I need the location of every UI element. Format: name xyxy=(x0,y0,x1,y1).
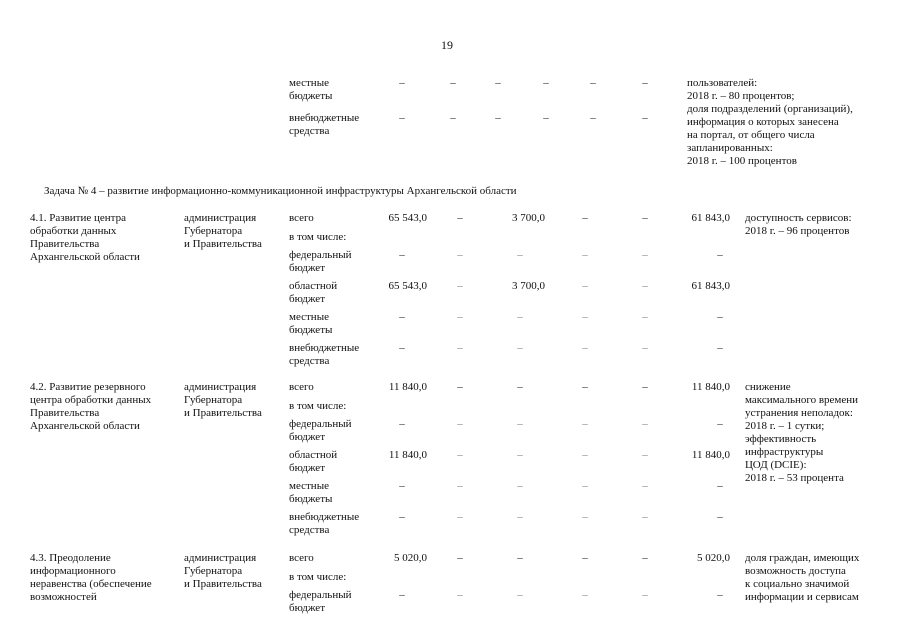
activity-name: 4.2. Развитие резервного xyxy=(30,381,146,393)
budget-value-cell: – xyxy=(582,552,588,564)
budget-value-cell: – xyxy=(717,249,723,261)
budget-value-cell: – xyxy=(582,342,588,354)
budget-value-cell: – xyxy=(582,249,588,261)
budget-value-cell: – xyxy=(582,589,588,601)
budget-value-cell: – xyxy=(717,311,723,323)
funding-source-label: в том числе: xyxy=(289,231,347,243)
funding-source-label: всего xyxy=(289,381,314,393)
target-indicator-text: доля граждан, имеющих xyxy=(745,552,860,564)
budget-value-cell: – xyxy=(642,311,648,323)
activity-name: Архангельской области xyxy=(30,420,140,432)
budget-value-cell: – xyxy=(495,112,501,124)
funding-source-label: бюджет xyxy=(289,462,325,474)
budget-value-cell: – xyxy=(642,449,648,461)
budget-value-cell: – xyxy=(399,249,405,261)
budget-value-cell: – xyxy=(399,311,405,323)
budget-value-cell: – xyxy=(717,589,723,601)
budget-value-cell: 61 843,0 xyxy=(691,280,730,292)
budget-value-cell: – xyxy=(642,552,648,564)
budget-value-cell: – xyxy=(517,449,523,461)
funding-source-label: бюджеты xyxy=(289,493,333,505)
budget-value-cell: 65 543,0 xyxy=(388,280,427,292)
target-indicator-text: на портал, от общего числа xyxy=(687,129,815,141)
budget-value-cell: – xyxy=(399,77,405,89)
budget-value-cell: – xyxy=(517,589,523,601)
target-indicator-text: возможность доступа xyxy=(745,565,846,577)
target-indicator-text: 2018 г. – 1 сутки; xyxy=(745,420,825,432)
budget-value-cell: – xyxy=(582,511,588,523)
budget-value-cell: – xyxy=(457,342,463,354)
budget-value-cell: – xyxy=(450,77,456,89)
activity-name: 4.1. Развитие центра xyxy=(30,212,126,224)
target-indicator-text: эффективность xyxy=(745,433,817,445)
funding-source-label: федеральный xyxy=(289,418,352,430)
budget-value-cell: – xyxy=(582,418,588,430)
executor-name: и Правительства xyxy=(184,407,262,419)
target-indicator-text: пользователей: xyxy=(687,77,758,89)
budget-value-cell: – xyxy=(457,212,463,224)
funding-source-label: местные xyxy=(289,311,329,323)
funding-source-label: местные xyxy=(289,77,329,89)
budget-value-cell: – xyxy=(450,112,456,124)
budget-value-cell: – xyxy=(457,280,463,292)
budget-value-cell: – xyxy=(517,249,523,261)
executor-name: и Правительства xyxy=(184,578,262,590)
activity-name: обработки данных xyxy=(30,225,117,237)
funding-source-label: бюджеты xyxy=(289,90,333,102)
funding-source-label: внебюджетные xyxy=(289,112,360,124)
budget-value-cell: – xyxy=(582,480,588,492)
target-indicator-text: 2018 г. – 100 процентов xyxy=(687,155,797,167)
budget-value-cell: – xyxy=(517,381,523,393)
budget-value-cell: – xyxy=(642,212,648,224)
funding-source-label: средства xyxy=(289,355,330,367)
activity-name: возможностей xyxy=(30,591,97,603)
funding-source-label: средства xyxy=(289,125,330,137)
budget-value-cell: – xyxy=(543,77,549,89)
budget-value-cell: – xyxy=(582,212,588,224)
executor-name: Губернатора xyxy=(184,565,243,577)
funding-source-label: бюджет xyxy=(289,262,325,274)
funding-source-label: в том числе: xyxy=(289,571,347,583)
task-heading: Задача № 4 – развитие информационно-коммуникационной инфраструктуры Архангельской области xyxy=(44,185,517,197)
executor-name: администрация xyxy=(184,212,257,224)
budget-value-cell: 3 700,0 xyxy=(512,280,545,292)
budget-value-cell: 11 840,0 xyxy=(388,381,427,393)
target-indicator-text: максимального времени xyxy=(745,394,859,406)
budget-value-cell: – xyxy=(642,418,648,430)
budget-value-cell: – xyxy=(642,249,648,261)
executor-name: администрация xyxy=(184,552,257,564)
target-indicator-text: запланированных: xyxy=(687,142,773,154)
target-indicator-text: инфраструктуры xyxy=(745,446,824,458)
activity-name: Архангельской области xyxy=(30,251,140,263)
budget-value-cell: – xyxy=(399,418,405,430)
activity-name: Правительства xyxy=(30,238,100,250)
executor-name: администрация xyxy=(184,381,257,393)
budget-value-cell: – xyxy=(457,480,463,492)
budget-value-cell: – xyxy=(495,77,501,89)
budget-value-cell: – xyxy=(457,249,463,261)
budget-value-cell: – xyxy=(399,511,405,523)
funding-source-label: федеральный xyxy=(289,249,352,261)
funding-source-label: бюджет xyxy=(289,602,325,614)
budget-value-cell: – xyxy=(457,589,463,601)
target-indicator-text: доступность сервисов: xyxy=(745,212,852,224)
activity-name: Правительства xyxy=(30,407,100,419)
activity-name: неравенства (обеспечение xyxy=(30,578,152,590)
activity-name: центра обработки данных xyxy=(30,394,152,406)
budget-value-cell: – xyxy=(517,480,523,492)
budget-value-cell: 65 543,0 xyxy=(388,212,427,224)
budget-value-cell: – xyxy=(457,381,463,393)
budget-value-cell: – xyxy=(642,280,648,292)
funding-source-label: областной xyxy=(289,449,338,461)
funding-source-label: средства xyxy=(289,524,330,536)
budget-value-cell: – xyxy=(642,511,648,523)
target-indicator-text: ЦОД (DCIE): xyxy=(745,459,807,471)
funding-source-label: в том числе: xyxy=(289,400,347,412)
budget-value-cell: – xyxy=(517,342,523,354)
activity-name: информационного xyxy=(30,565,116,577)
budget-value-cell: – xyxy=(399,480,405,492)
target-indicator-text: к социально значимой xyxy=(745,578,850,590)
executor-name: Губернатора xyxy=(184,225,243,237)
budget-value-cell: 3 700,0 xyxy=(512,212,545,224)
budget-value-cell: – xyxy=(457,311,463,323)
budget-value-cell: – xyxy=(642,589,648,601)
budget-value-cell: – xyxy=(642,77,648,89)
funding-source-label: внебюджетные xyxy=(289,342,360,354)
budget-value-cell: – xyxy=(642,112,648,124)
target-indicator-text: устранения неполадок: xyxy=(745,407,853,419)
budget-value-cell: – xyxy=(457,449,463,461)
budget-value-cell: – xyxy=(543,112,549,124)
funding-source-label: всего xyxy=(289,212,314,224)
budget-value-cell: 11 840,0 xyxy=(691,381,730,393)
funding-source-label: бюджет xyxy=(289,293,325,305)
budget-value-cell: – xyxy=(582,381,588,393)
budget-value-cell: – xyxy=(582,449,588,461)
target-indicator-text: 2018 г. – 53 процента xyxy=(745,472,844,484)
budget-value-cell: – xyxy=(517,418,523,430)
budget-value-cell: – xyxy=(457,552,463,564)
budget-value-cell: – xyxy=(582,280,588,292)
executor-name: Губернатора xyxy=(184,394,243,406)
budget-value-cell: – xyxy=(517,511,523,523)
budget-value-cell: – xyxy=(642,480,648,492)
budget-value-cell: – xyxy=(517,311,523,323)
target-indicator-text: доля подразделений (организаций), xyxy=(687,103,853,115)
budget-value-cell: – xyxy=(717,511,723,523)
target-indicator-text: информации и сервисам xyxy=(745,591,859,603)
funding-source-label: бюджеты xyxy=(289,324,333,336)
funding-source-label: бюджет xyxy=(289,431,325,443)
budget-value-cell: 5 020,0 xyxy=(697,552,730,564)
budget-value-cell: – xyxy=(717,418,723,430)
budget-value-cell: – xyxy=(457,511,463,523)
executor-name: и Правительства xyxy=(184,238,262,250)
budget-value-cell: – xyxy=(457,418,463,430)
funding-source-label: областной xyxy=(289,280,338,292)
budget-value-cell: – xyxy=(717,480,723,492)
page-number: 19 xyxy=(441,38,453,52)
budget-value-cell: – xyxy=(590,77,596,89)
budget-value-cell: – xyxy=(399,589,405,601)
budget-value-cell: – xyxy=(517,552,523,564)
funding-source-label: местные xyxy=(289,480,329,492)
budget-value-cell: 11 840,0 xyxy=(691,449,730,461)
budget-value-cell: 61 843,0 xyxy=(691,212,730,224)
budget-value-cell: – xyxy=(399,112,405,124)
budget-value-cell: – xyxy=(717,342,723,354)
funding-source-label: внебюджетные xyxy=(289,511,360,523)
budget-value-cell: – xyxy=(642,342,648,354)
funding-source-label: федеральный xyxy=(289,589,352,601)
target-indicator-text: 2018 г. – 80 процентов; xyxy=(687,90,795,102)
budget-value-cell: 11 840,0 xyxy=(388,449,427,461)
budget-value-cell: – xyxy=(642,381,648,393)
activity-name: 4.3. Преодоление xyxy=(30,552,111,564)
target-indicator-text: информация о которых занесена xyxy=(687,116,839,128)
budget-value-cell: – xyxy=(582,311,588,323)
budget-value-cell: – xyxy=(590,112,596,124)
budget-value-cell: – xyxy=(399,342,405,354)
target-indicator-text: снижение xyxy=(745,381,791,393)
budget-value-cell: 5 020,0 xyxy=(394,552,427,564)
target-indicator-text: 2018 г. – 96 процентов xyxy=(745,225,850,237)
funding-source-label: всего xyxy=(289,552,314,564)
